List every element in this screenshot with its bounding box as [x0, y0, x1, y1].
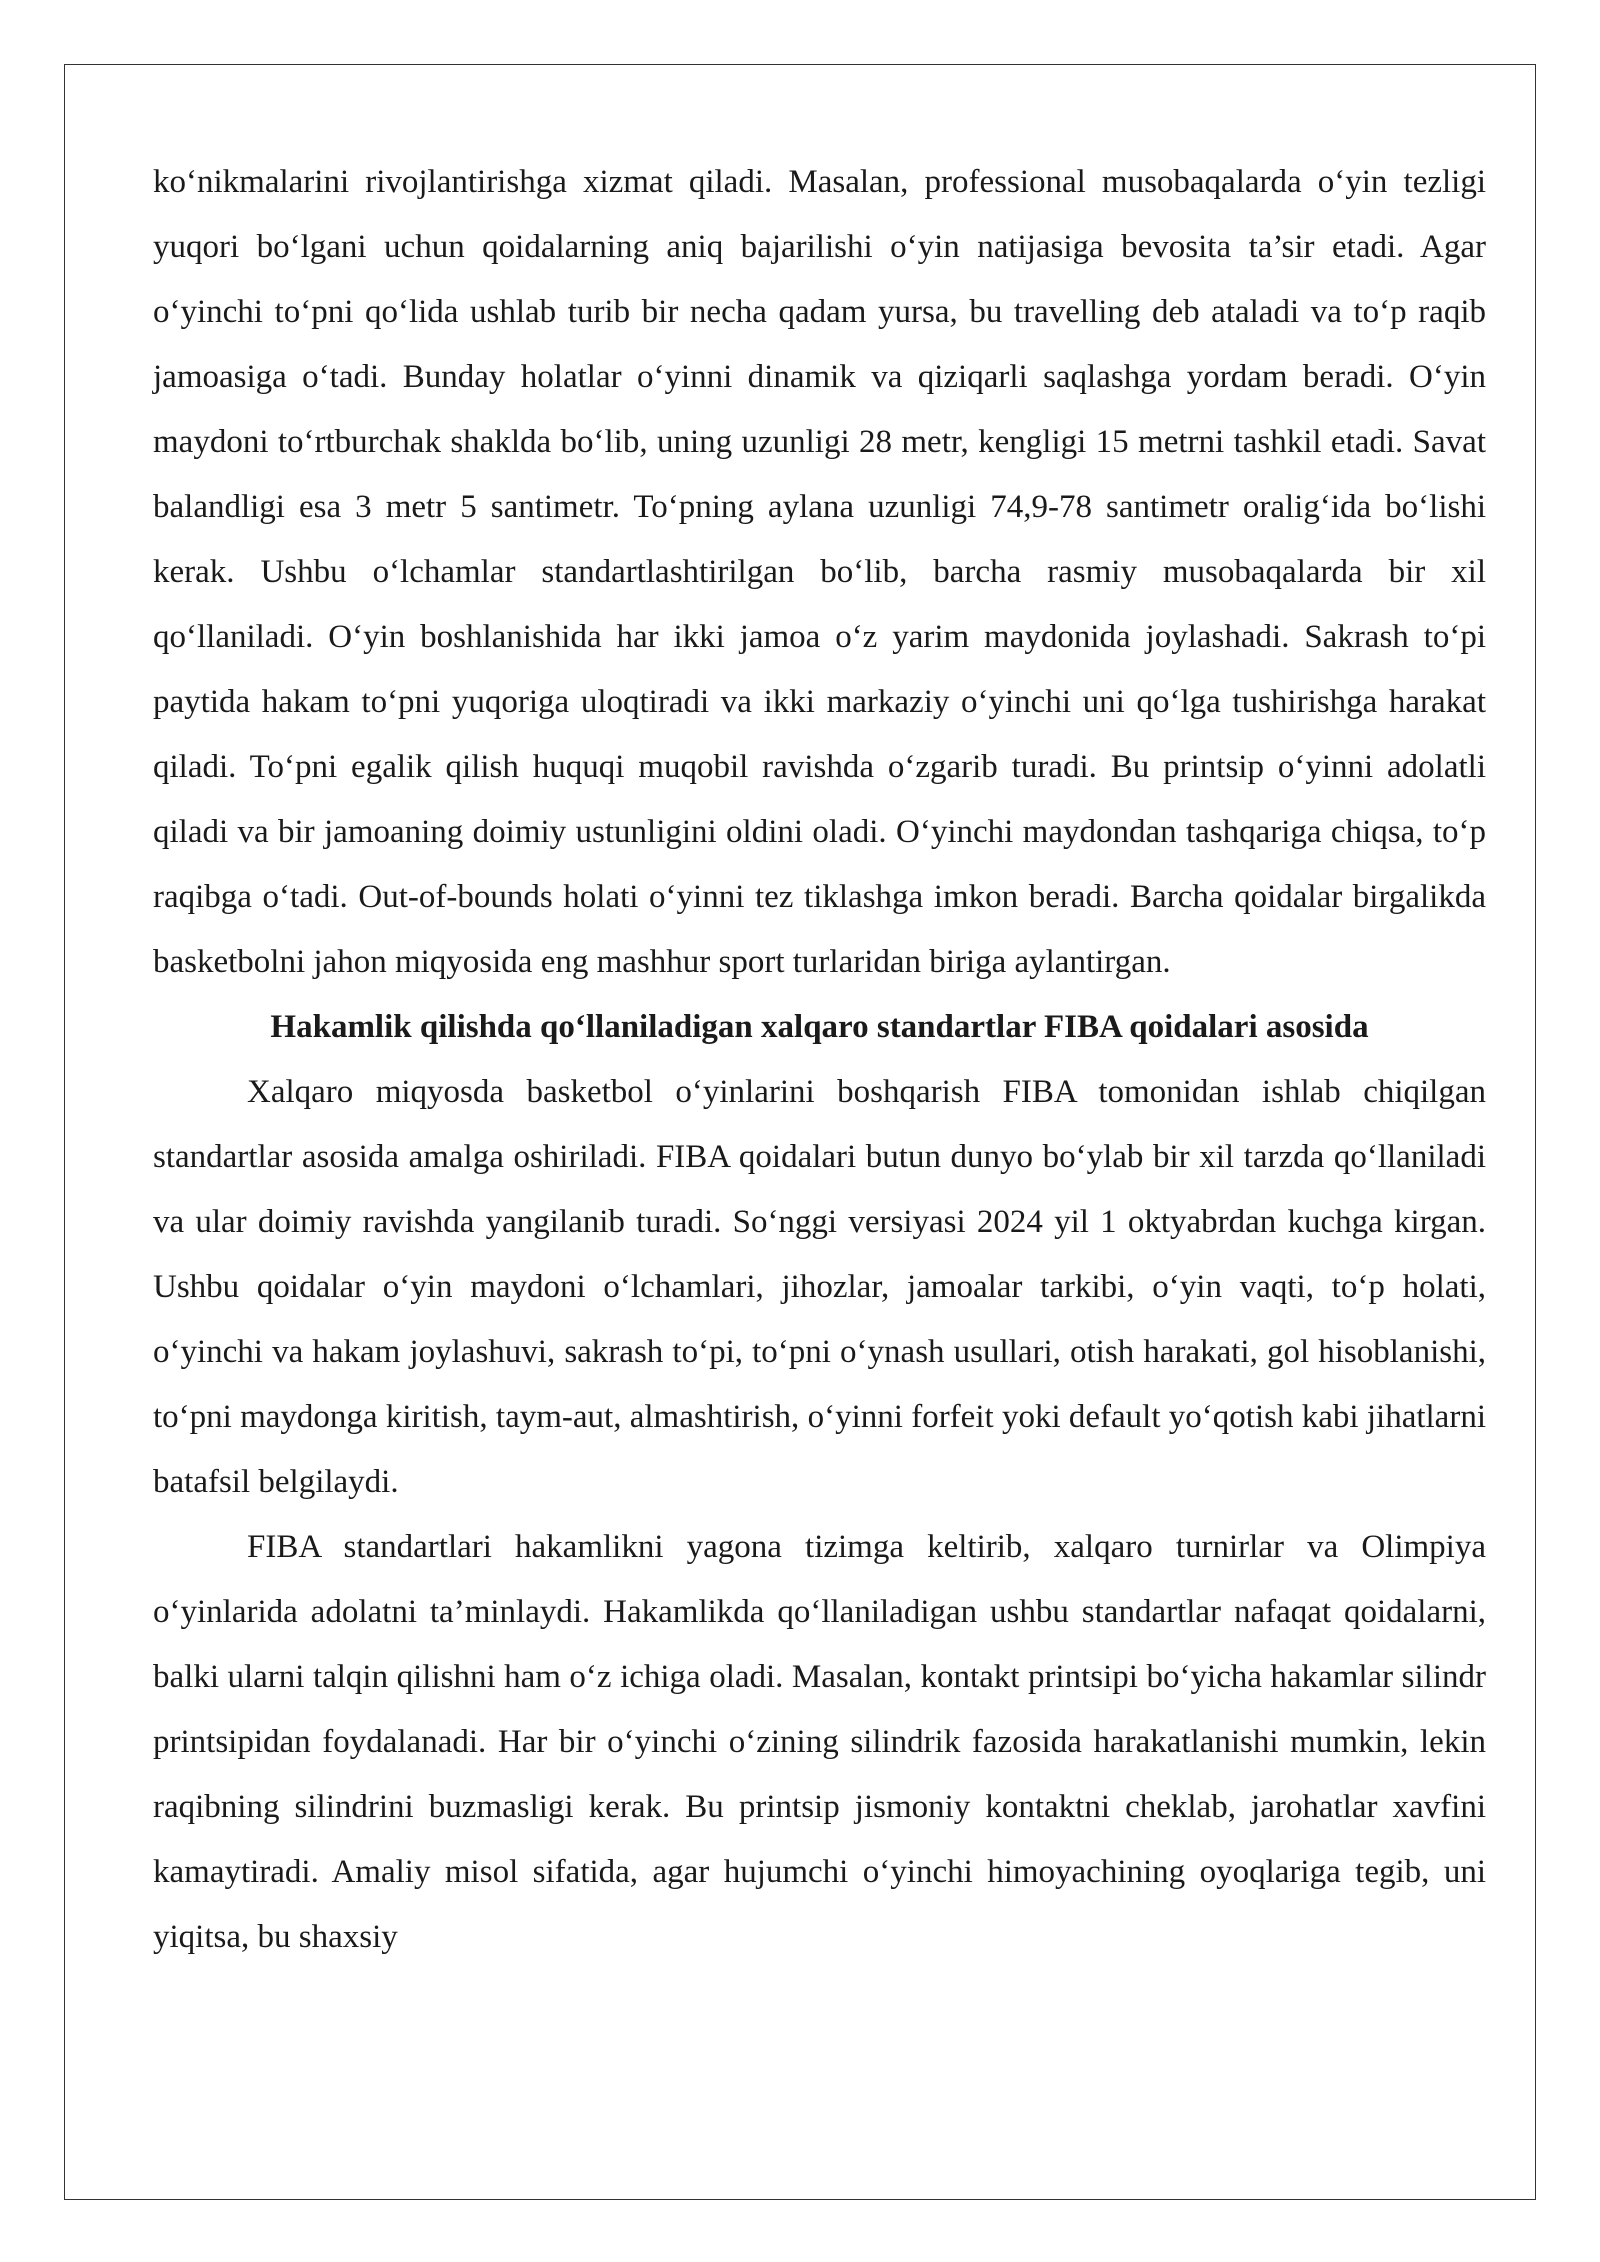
section-heading: Hakamlik qilishda qo‘llaniladigan xalqaro standartlar FIBA qoidalari asosida [270, 1009, 1369, 1045]
paragraph-1: ko‘nikmalarini rivojlantirishga xizmat qiladi. Masalan, professional musobaqalarda o‘yin tezligi yuqori bo‘lgani uchun qoidalarning aniq bajarilishi o‘yin natijasiga bevosita ta’sir etadi. Agar o‘yinchi to‘pni qo‘lida ushlab turib bir necha qadam yursa, bu travelling deb ataladi va to‘p raqib jamoasiga o‘tadi. Bunday holatlar o‘yinni dinamik va qiziqarli saqlashga yordam beradi. O‘yin maydoni to‘rtburchak shaklda bo‘lib, uning uzunligi 28 metr, kengligi 15 metrni tashkil etadi. Savat balandligi esa 3 metr 5 santimetr. To‘pning aylana uzunligi 74,9-78 santimetr oralig‘ida bo‘lishi kerak. Ushbu o‘lchamlar standartlashtirilgan bo‘lib, barcha rasmiy musobaqalarda bir xil qo‘llaniladi. O‘yin boshlanishida har ikki jamoa o‘z yarim maydonida joylashadi. Sakrash to‘pi paytida hakam to‘pni yuqoriga uloqtiradi va ikki markaziy o‘yinchi uni qo‘lga tushirishga harakat qiladi. To‘pni egalik qilish huquqi muqobil ravishda o‘zgarib turadi. Bu printsip o‘yinni adolatli qiladi va bir jamoaning doimiy ustunligini oldini oladi. O‘yinchi maydondan tashqariga chiqsa, to‘p raqibga o‘tadi. Out-of-bounds holati o‘yinni tez tiklashga imkon beradi. Barcha qoidalar birgalikda basketbolni jahon miqyosida eng mashhur sport turlaridan biriga aylantirgan. [153, 164, 1486, 980]
paragraph-3: FIBA standartlari hakamlikni yagona tizimga keltirib, xalqaro turnirlar va Olimpiya o‘yinlarida adolatni ta’minlaydi. Hakamlikda qo‘llaniladigan ushbu standartlar nafaqat qoidalarni, balki ularni talqin qilishni ham o‘z ichiga oladi. Masalan, kontakt printsipi bo‘yicha hakamlar silindr printsipidan foydalanadi. Har bir o‘yinchi o‘zining silindrik fazosida harakatlanishi mumkin, lekin raqibning silindrini buzmasligi kerak. Bu printsip jismoniy kontaktni cheklab, jarohatlar xavfini kamaytiradi. Amaliy misol sifatida, agar hujumchi o‘yinchi himoyachining oyoqlariga tegib, uni yiqitsa, bu shaxsiy [153, 1529, 1486, 1955]
paragraph-2: Xalqaro miqyosda basketbol o‘yinlarini boshqarish FIBA tomonidan ishlab chiqilgan standartlar asosida amalga oshiriladi. FIBA qoidalari butun dunyo bo‘ylab bir xil tarzda qo‘llaniladi va ular doimiy ravishda yangilanib turadi. So‘nggi versiyasi 2024 yil 1 oktyabrdan kuchga kirgan. Ushbu qoidalar o‘yin maydoni o‘lchamlari, jihozlar, jamoalar tarkibi, o‘yin vaqti, to‘p holati, o‘yinchi va hakam joylashuvi, sakrash to‘pi, to‘pni o‘ynash usullari, otish harakati, gol hisoblanishi, to‘pni maydonga kiritish, taym-aut, almashtirish, o‘yinni forfeit yoki default yo‘qotish kabi jihatlarni batafsil belgilaydi. [153, 1074, 1486, 1500]
document-body [153, 150, 1486, 1970]
